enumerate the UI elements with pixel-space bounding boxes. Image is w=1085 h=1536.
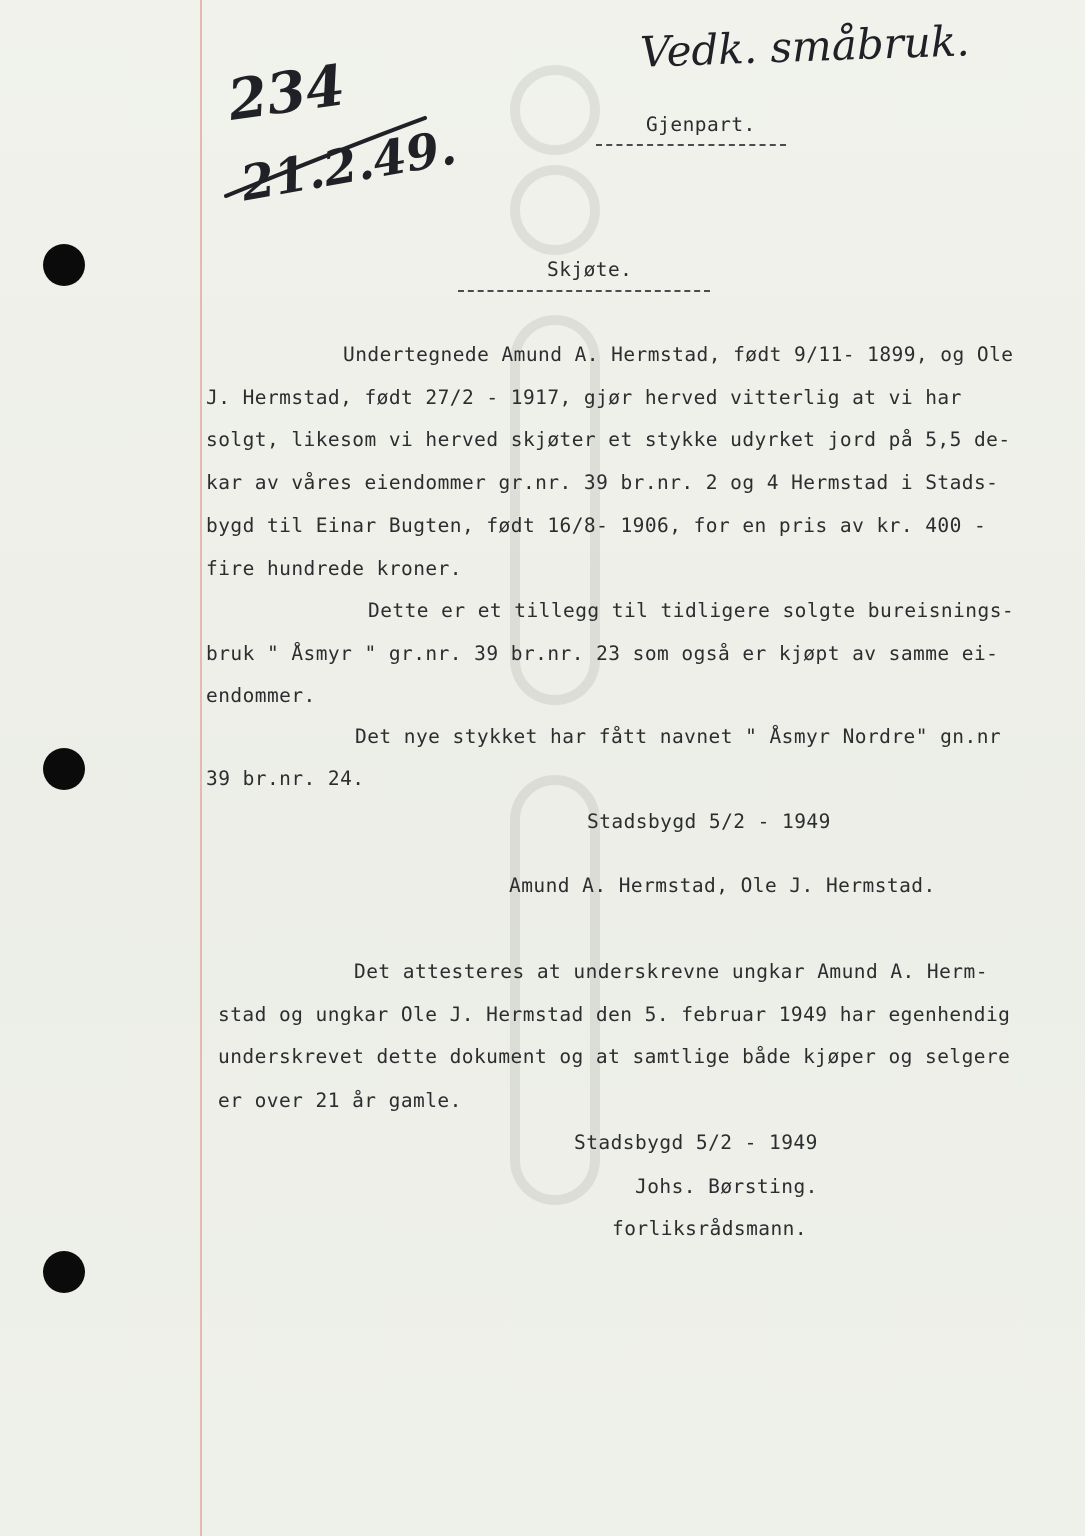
attest-line-3: underskrevet dette dokument og at samtlige både kjøper og selgere [218, 1045, 1011, 1068]
punch-hole-bottom [43, 1251, 85, 1293]
attest-line-2: stad og ungkar Ole J. Hermstad den 5. februar 1949 har egenhendig [218, 1003, 1011, 1026]
handwritten-ref-date: 21.2.49. [236, 119, 461, 213]
copy-label-underline [596, 144, 786, 146]
attest-line-1: Det attesteres at underskrevne ungkar Amund A. Herm- [354, 960, 988, 983]
body-line-2: J. Hermstad, født 27/2 - 1917, gjør herved vitterlig at vi har [206, 386, 962, 409]
punch-hole-top [43, 244, 85, 286]
body-line-9: endommer. [206, 684, 316, 707]
body-line-11: 39 br.nr. 24. [206, 767, 365, 790]
body-line-8: bruk " Åsmyr " gr.nr. 39 br.nr. 23 som også er kjøpt av samme ei- [206, 642, 999, 665]
body-line-4: kar av våres eiendommer gr.nr. 39 br.nr. 2 og 4 Hermstad i Stads- [206, 471, 999, 494]
official-title: forliksrådsmann. [612, 1217, 808, 1240]
official-name: Johs. Børsting. [635, 1175, 818, 1198]
body-line-1: Undertegnede Amund A. Hermstad, født 9/11- 1899, og Ole [343, 343, 1014, 366]
attest-line-4: er over 21 år gamle. [218, 1089, 462, 1112]
place-date-2: Stadsbygd 5/2 - 1949 [574, 1131, 818, 1154]
margin-line [200, 0, 202, 1536]
handwritten-header-note: Vedk. småbruk. [639, 16, 971, 77]
document-title: Skjøte. [547, 258, 633, 281]
document-title-underline [458, 290, 710, 292]
body-line-7: Dette er et tillegg til tidligere solgte bureisnings- [368, 599, 1015, 622]
body-line-6: fire hundrede kroner. [206, 557, 462, 580]
body-line-10: Det nye stykket har fått navnet " Åsmyr Nordre" gn.nr [355, 725, 1002, 748]
place-date-1: Stadsbygd 5/2 - 1949 [587, 810, 831, 833]
copy-label: Gjenpart. [646, 113, 756, 136]
signatories: Amund A. Hermstad, Ole J. Hermstad. [509, 874, 936, 897]
body-line-5: bygd til Einar Bugten, født 16/8- 1906, for en pris av kr. 400 - [206, 514, 987, 537]
handwritten-ref-number: 234 [223, 52, 349, 134]
punch-hole-middle [43, 748, 85, 790]
body-line-3: solgt, likesom vi herved skjøter et stykke udyrket jord på 5,5 de- [206, 428, 1011, 451]
